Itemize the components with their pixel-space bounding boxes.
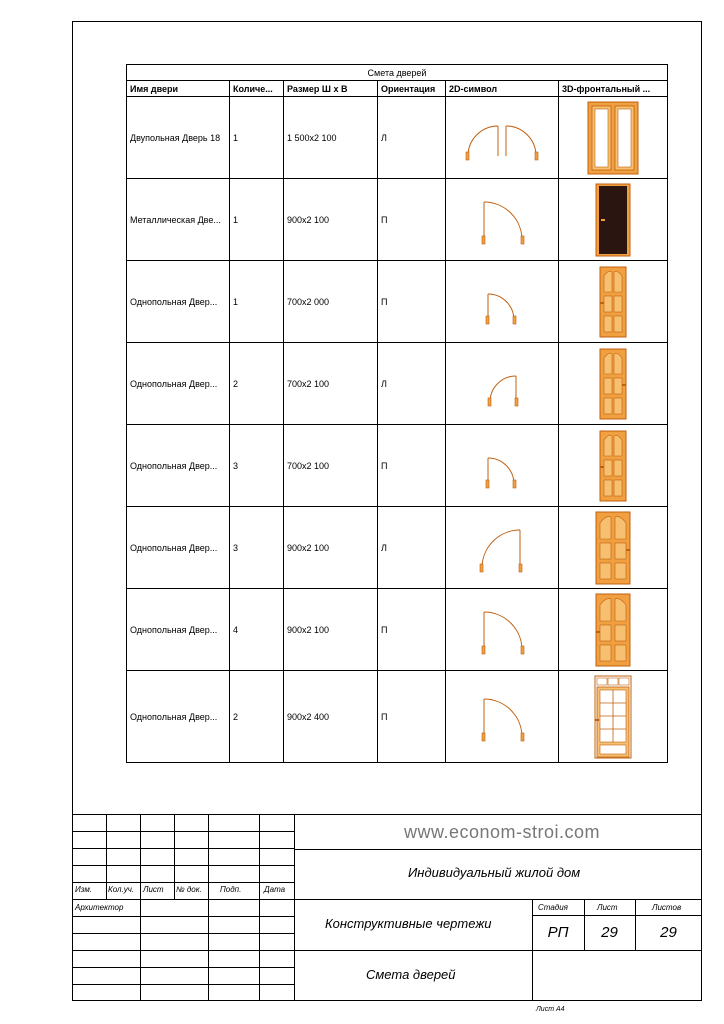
cell-qty: 2 <box>230 671 284 763</box>
cell-qty: 4 <box>230 589 284 671</box>
label-list: Лист <box>143 885 164 894</box>
role-architect: Архитектор <box>75 903 124 912</box>
double-door-front-icon <box>587 101 639 175</box>
label-doc: № док. <box>176 885 202 894</box>
header-name: Имя двери <box>127 81 230 97</box>
cell-size: 900x2 400 <box>284 671 378 763</box>
cell-qty: 2 <box>230 343 284 425</box>
cell-name: Однопольная Двер... <box>127 343 230 425</box>
panel-door-front-icon <box>599 430 627 502</box>
header-3d-front: 3D-фронтальный ... <box>559 81 668 97</box>
cell-size: 900x2 100 <box>284 179 378 261</box>
glazed-door-front-icon <box>594 675 632 759</box>
header-orientation: Ориентация <box>378 81 446 97</box>
cell-orientation: П <box>378 425 446 507</box>
label-kol: Кол.уч. <box>108 885 135 894</box>
label-stage: Стадия <box>538 903 568 912</box>
website-url: www.econom-stroi.com <box>404 822 601 842</box>
sheet-format: Лист А4 <box>536 1006 565 1013</box>
schedule-title: Смета дверей <box>127 65 668 81</box>
cell-size: 700x2 100 <box>284 343 378 425</box>
cell-name: Двупольная Дверь 18 <box>127 97 230 179</box>
table-row <box>127 425 668 507</box>
door-swing-symbol-icon <box>462 354 542 414</box>
table-row <box>127 671 668 763</box>
sheet-title: Смета дверей <box>366 967 456 982</box>
cell-orientation: П <box>378 261 446 343</box>
metal-door-front-icon <box>595 183 631 257</box>
table-row <box>127 589 668 671</box>
door-swing-symbol-icon <box>462 190 542 250</box>
cell-orientation: Л <box>378 507 446 589</box>
stage-value: РП <box>547 924 569 941</box>
cell-size: 700x2 000 <box>284 261 378 343</box>
cell-size: 1 500x2 100 <box>284 97 378 179</box>
panel-door-front-icon <box>599 266 627 338</box>
section-title: Конструктивные чертежи <box>325 916 492 931</box>
cell-size: 900x2 100 <box>284 589 378 671</box>
panel-door-front-icon <box>595 511 631 585</box>
label-sheet: Лист <box>597 903 618 912</box>
cell-orientation: Л <box>378 343 446 425</box>
cell-name: Однопольная Двер... <box>127 671 230 763</box>
cell-name: Однопольная Двер... <box>127 507 230 589</box>
cell-orientation: П <box>378 179 446 261</box>
cell-qty: 1 <box>230 261 284 343</box>
cell-qty: 3 <box>230 425 284 507</box>
project-title: Индивидуальный жилой дом <box>408 865 581 880</box>
header-2d-symbol: 2D-символ <box>446 81 559 97</box>
table-row <box>127 179 668 261</box>
label-sheets: Листов <box>652 903 682 912</box>
cell-size: 900x2 100 <box>284 507 378 589</box>
cell-orientation: Л <box>378 97 446 179</box>
cell-qty: 1 <box>230 97 284 179</box>
label-podp: Подп. <box>220 885 242 894</box>
cell-name: Однопольная Двер... <box>127 425 230 507</box>
table-row <box>127 343 668 425</box>
table-row <box>127 97 668 179</box>
cell-name: Металлическая Две... <box>127 179 230 261</box>
door-swing-symbol-icon <box>462 436 542 496</box>
header-qty: Количе... <box>230 81 284 97</box>
cell-name: Однопольная Двер... <box>127 589 230 671</box>
sheets-value: 29 <box>660 924 677 941</box>
label-data: Дата <box>264 885 286 894</box>
panel-door-front-icon <box>595 593 631 667</box>
cell-name: Однопольная Двер... <box>127 261 230 343</box>
label-izm: Изм. <box>75 885 93 894</box>
sheet-value: 29 <box>601 924 618 941</box>
cell-qty: 3 <box>230 507 284 589</box>
double-door-swing-symbol-icon <box>462 108 542 168</box>
table-row <box>127 507 668 589</box>
cell-orientation: П <box>378 589 446 671</box>
door-swing-symbol-icon <box>462 518 542 578</box>
cell-qty: 1 <box>230 179 284 261</box>
cell-orientation: П <box>378 671 446 763</box>
panel-door-front-icon <box>599 348 627 420</box>
title-block <box>72 814 702 1001</box>
cell-size: 700x2 100 <box>284 425 378 507</box>
door-swing-symbol-icon <box>462 600 542 660</box>
door-schedule-table <box>126 64 668 763</box>
header-size: Размер Ш x В <box>284 81 378 97</box>
table-row <box>127 261 668 343</box>
door-swing-symbol-icon <box>462 272 542 332</box>
door-swing-symbol-icon <box>462 687 542 747</box>
